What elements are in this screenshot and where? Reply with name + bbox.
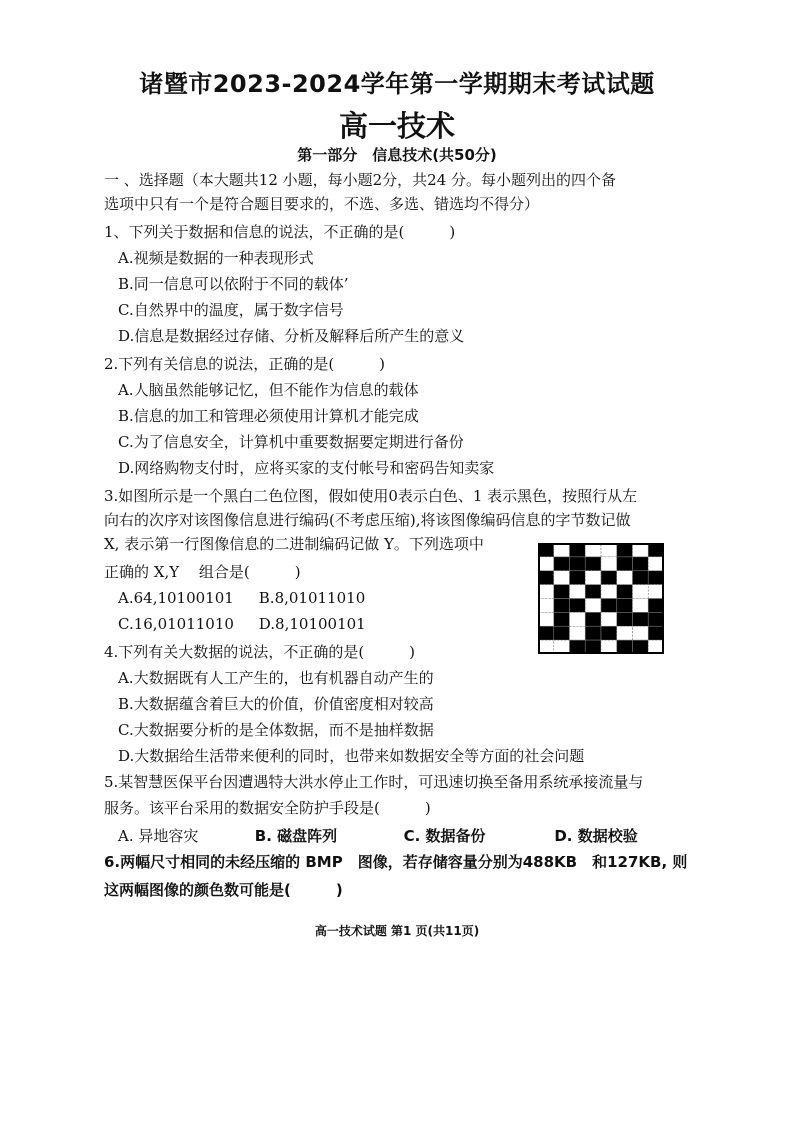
bitmap-cell (648, 585, 664, 599)
bitmap-cell (554, 626, 570, 640)
q3-option-b: B.8,01011010 (258, 589, 366, 607)
q1-stem: 1、下列关于数据和信息的说法，不正确的是( ) (104, 223, 456, 241)
bitmap-cell (538, 557, 554, 571)
q3-option-d: D.8,10100101 (258, 615, 366, 633)
bitmap-cell (570, 557, 586, 571)
bitmap-cell (601, 626, 617, 640)
intro-line-2: 选项中只有一个是符合题目要求的，不选、多选、错选均不得分） (104, 195, 540, 213)
q5-option-d: D. 数据校验 (554, 827, 638, 845)
bitmap-cell (617, 585, 633, 599)
bitmap-cell (617, 599, 633, 613)
q3-line-4: 正确的 X,Y 组合是( ) (104, 563, 301, 581)
bitmap-cell (538, 640, 554, 654)
bitmap-cell (633, 557, 649, 571)
bitmap-cell (538, 543, 554, 557)
bitmap-cell (585, 571, 601, 585)
bitmap-cell (617, 557, 633, 571)
q6-line-1: 6.两幅尺寸相同的未经压缩的 BMP 图像，若存储容量分别为488KB 和127KB, 则 (104, 853, 688, 871)
bitmap-cell (601, 640, 617, 654)
bitmap-cell (601, 585, 617, 599)
bitmap-cell (570, 599, 586, 613)
bitmap-cell (570, 585, 586, 599)
bitmap-cell (601, 612, 617, 626)
bitmap-cell (601, 543, 617, 557)
q3-option-a: A.64,10100101 (118, 589, 234, 607)
q2-option-c: C.为了信息安全，计算机中重要数据要定期进行备份 (118, 433, 464, 451)
page-footer: 高一技术试题 第1 页(共11页) (314, 924, 480, 938)
q2-option-a: A.人脑虽然能够记忆，但不能作为信息的载体 (118, 381, 419, 399)
q5-line-2: 服务。该平台采用的数据安全防护手段是( ) (104, 799, 431, 817)
bitmap-cell (538, 571, 554, 585)
q4-option-a: A.大数据既有人工产生的，也有机器自动产生的 (118, 669, 434, 687)
section-heading: 第一部分 信息技术(共50分) (297, 146, 497, 164)
bitmap-cell (617, 626, 633, 640)
bitmap-cell (617, 543, 633, 557)
q4-stem: 4.下列有关大数据的说法，不正确的是( ) (104, 643, 416, 661)
bitmap-cell (648, 543, 664, 557)
intro-line-1: 一 、选择题（本大题共12 小题，每小题2分，共24 分。每小题列出的四个备 (104, 171, 617, 189)
bitmap-cell (538, 599, 554, 613)
q5-option-a: A. 异地容灾 (118, 827, 199, 845)
bitmap-cell (554, 557, 570, 571)
bitmap-cell (570, 571, 586, 585)
bitmap-cell (554, 612, 570, 626)
bitmap-cell (585, 612, 601, 626)
bitmap-cell (601, 599, 617, 613)
bitmap-cell (570, 640, 586, 654)
q2-option-d: D.网络购物支付时，应将买家的支付帐号和密码告知卖家 (118, 459, 495, 477)
bitmap-cell (633, 571, 649, 585)
bitmap-cell (633, 599, 649, 613)
q3-options-row-1 (118, 588, 365, 608)
bitmap-cell (538, 585, 554, 599)
bitmap-cell (538, 612, 554, 626)
bitmap-cell (648, 557, 664, 571)
bitmap-cell (554, 599, 570, 613)
bitmap-cell (648, 626, 664, 640)
q3-line-1: 3.如图所示是一个黑白二色位图，假如使用0表示白色、1 表示黑色，按照行从左 (104, 487, 638, 505)
bitmap-cell (570, 612, 586, 626)
bitmap-cell (648, 640, 664, 654)
bitmap-cell (617, 612, 633, 626)
bitmap-cell (617, 571, 633, 585)
bitmap-figure (538, 543, 664, 654)
q6-line-2: 这两幅图像的颜色数可能是( ) (104, 881, 343, 899)
bitmap-cell (585, 626, 601, 640)
bitmap-cell (554, 585, 570, 599)
bitmap-cell (601, 557, 617, 571)
q3-option-c: C.16,01011010 (118, 615, 234, 633)
bitmap-cell (570, 626, 586, 640)
q1-option-c: C.自然界中的温度，属于数字信号 (118, 301, 344, 319)
bitmap-cell (633, 626, 649, 640)
bitmap-cell (633, 585, 649, 599)
q4-option-b: B.大数据蕴含着巨大的价值，价值密度相对较高 (118, 695, 434, 713)
q5-line-1: 5.某智慧医保平台因遭遇特大洪水停止工作时，可迅速切换至备用系统承接流量与 (104, 773, 644, 791)
bitmap-cell (554, 571, 570, 585)
bitmap-cell (617, 640, 633, 654)
exam-subtitle: 高一技术 (338, 109, 455, 143)
bitmap-cell (585, 599, 601, 613)
bitmap-cell (648, 599, 664, 613)
q3-line-3: X, 表示第一行图像信息的二进制编码记做 Y。下列选项中 (104, 535, 484, 553)
bitmap-cell (585, 557, 601, 571)
q1-option-a: A.视频是数据的一种表现形式 (118, 249, 314, 267)
bitmap-cell (554, 543, 570, 557)
bitmap-cell (601, 571, 617, 585)
q4-option-d: D.大数据给生活带来便利的同时，也带来如数据安全等方面的社会问题 (118, 747, 585, 765)
bitmap-cell (538, 626, 554, 640)
q3-line-2: 向右的次序对该图像信息进行编码(不考虑压缩),将该图像编码信息的字节数记做 (104, 511, 631, 529)
q5-options-row (118, 826, 638, 846)
q1-option-d: D.信息是数据经过存储、分析及解释后所产生的意义 (118, 327, 465, 345)
q2-option-b: B.信息的加工和管理必须使用计算机才能完成 (118, 407, 419, 425)
bitmap-cell (648, 571, 664, 585)
bitmap-cell (633, 640, 649, 654)
bitmap-cell (633, 543, 649, 557)
exam-title: 诸暨市2023-2024学年第一学期期末考试试题 (139, 70, 655, 98)
bitmap-cell (585, 640, 601, 654)
bitmap-cell (633, 612, 649, 626)
bitmap-cell (570, 543, 586, 557)
q2-stem: 2.下列有关信息的说法，正确的是( ) (104, 355, 386, 373)
bitmap-cell (554, 640, 570, 654)
q5-option-c: C. 数据备份 (403, 827, 486, 845)
q1-option-b: B.同一信息可以依附于不同的载体’ (118, 275, 349, 293)
bitmap-cell (585, 543, 601, 557)
q3-options-row-2 (118, 614, 366, 634)
bitmap-cell (585, 585, 601, 599)
q4-option-c: C.大数据要分析的是全体数据，而不是抽样数据 (118, 721, 434, 739)
q5-option-b: B. 磁盘阵列 (254, 827, 338, 845)
bitmap-cell (648, 612, 664, 626)
